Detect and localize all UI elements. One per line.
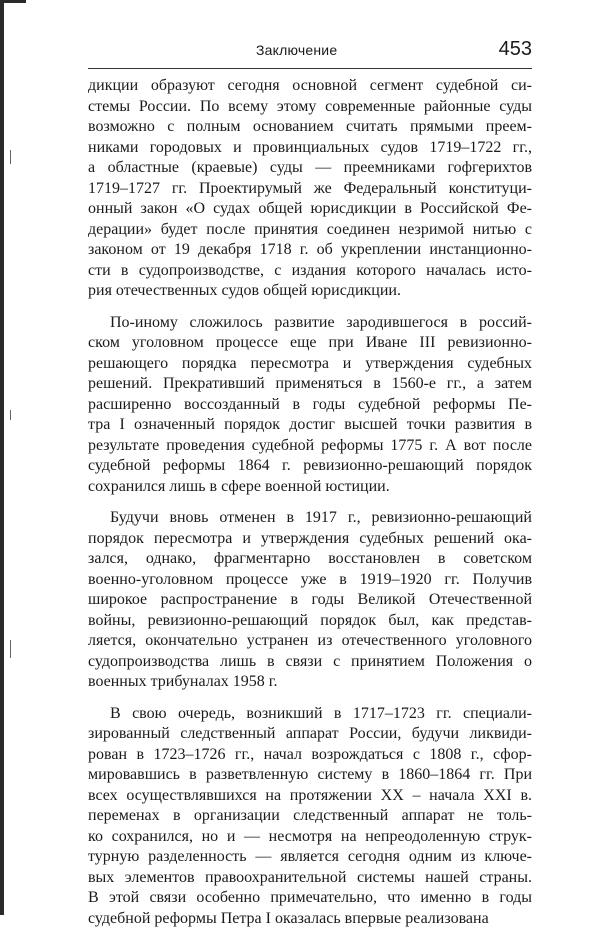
text-line: решающего порядка пересмотра и утверждения судебных: [88, 354, 532, 372]
scan-edge-top: [0, 0, 26, 3]
text-line: судопроизводства лишь в связи с принятием Положения о: [88, 652, 532, 670]
running-title: Заключение: [256, 42, 338, 58]
scan-mark: [10, 410, 11, 420]
text-line: зированный следственный аппарат России, будучи ликвиди-: [88, 725, 532, 742]
paragraph: [88, 313, 532, 498]
text-line: всех осуществлявшихся на протяжении XX – начала XXI в.: [88, 786, 532, 804]
text-line: вых элементов правоохранительной системы нашей страны.: [88, 868, 532, 886]
page-header: [88, 40, 532, 66]
text-line: порядок пересмотра и утверждения судебных решений ока-: [88, 529, 532, 547]
page-number: 453: [498, 38, 532, 60]
text-line: сти в судопроизводстве, с издания которого началась исто-: [88, 261, 532, 279]
body-text: [88, 76, 532, 940]
text-line: никами городовых и провинциальных судов 1719–1722 гг.,: [88, 138, 532, 156]
text-line: ском уголовном процессе еще при Иване III ревизионно-: [88, 334, 532, 351]
text-line: а областные (краевые) суды — преемниками гофгерихтов: [88, 159, 532, 176]
paragraph: [88, 76, 532, 302]
text-line: турную разделенность — является сегодня одним из ключе-: [88, 848, 532, 865]
scan-mark: [10, 150, 11, 164]
text-line: По-иному сложилось развитие зародившегося в россий-: [110, 313, 532, 331]
scan-mark: [10, 640, 11, 658]
text-line: тра I означенный порядок достиг высшей точки развития в: [88, 416, 532, 433]
text-line: В свою очередь, возникший в 1717–1723 гг. специали-: [110, 704, 532, 722]
text-line: зался, однако, фрагментарно восстановлен в советском: [88, 550, 532, 567]
text-line: В этой связи особенно примечательно, что именно в годы: [88, 889, 532, 906]
text-line: законом от 19 декабря 1718 г. об укреплении инстанционно-: [88, 241, 532, 258]
text-line: войны, ревизионно-решающий порядок был, как представ-: [88, 611, 532, 629]
text-line: сохранился лишь в сфере военной юстиции.: [88, 477, 390, 495]
text-line: возможно с полным основанием считать прямыми преем-: [88, 118, 532, 135]
paragraph: [88, 704, 532, 930]
scan-edge-left: [0, 0, 4, 915]
text-line: расширенно воссозданный в годы судебной реформы Пе-: [88, 395, 532, 413]
text-line: ко сохранился, но и — несмотря на непреодоленную струк-: [88, 827, 532, 845]
text-line: 1719–1727 гг. Проектирумый же Федеральный конституци-: [88, 179, 532, 197]
text-line: переменах в организации следственный аппарат не толь-: [88, 807, 532, 824]
text-line: судебной реформы 1864 г. ревизионно-решающий порядок: [88, 457, 532, 474]
text-line: дерации» будет после принятия соединен незримой нитью с: [88, 220, 532, 238]
text-line: Будучи вновь отменен в 1917 г., ревизионно-решающий: [110, 509, 532, 526]
text-line: военно-уголовном процессе уже в 1919–1920 гг. Получив: [88, 570, 532, 588]
text-line: широкое распространение в годы Великой Отечественной: [88, 591, 532, 608]
text-line: рия отечественных судов общей юрисдикции.: [88, 282, 401, 299]
text-line: стемы России. По всему этому современные районные суды: [88, 97, 532, 115]
text-line: мировавшись в разветвленную систему в 1860–1864 гг. При: [88, 766, 532, 783]
text-line: рован в 1723–1726 гг., начал возрождаться с 1808 г., сфор-: [88, 745, 532, 763]
text-line: онный закон «О судах общей юрисдикции в Российской Фе-: [88, 200, 532, 217]
text-line: военных трибуналах 1958 г.: [88, 673, 278, 690]
header-rule: [88, 68, 532, 69]
paragraph: [88, 508, 532, 693]
text-line: дикции образуют сегодня основной сегмент судебной си-: [88, 77, 532, 94]
text-line: судебной реформы Петра I оказалась впервые реализована: [88, 909, 489, 927]
text-line: ляется, окончательно устранен из отечественного уголовного: [88, 632, 532, 649]
text-line: решений. Прекративший применяться в 1560-е гг., а затем: [88, 375, 532, 392]
text-line: результате проведения судебной реформы 1775 г. А вот после: [88, 436, 532, 454]
